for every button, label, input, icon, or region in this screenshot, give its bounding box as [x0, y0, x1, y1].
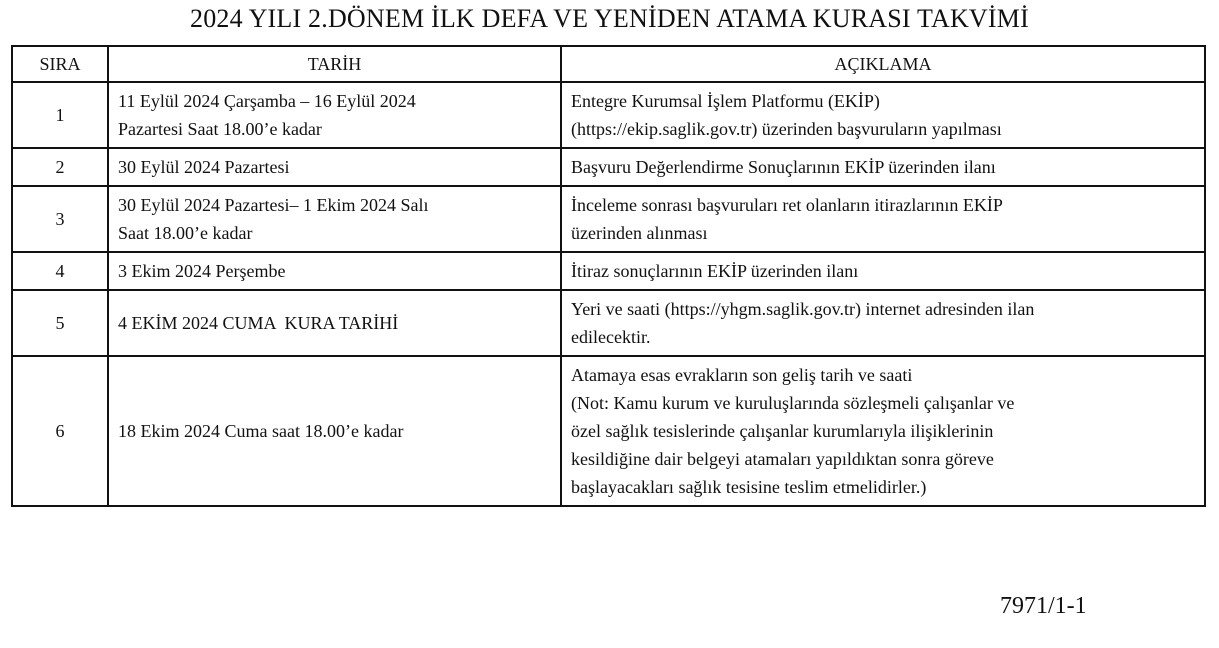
date-line: 4 EKİM 2024 CUMA KURA TARİHİ: [118, 313, 399, 333]
description-line: üzerinden alınması: [571, 223, 708, 243]
header-tarih: TARİH: [108, 46, 561, 82]
description-line: Atamaya esas evrakların son geliş tarih ve saati: [571, 365, 913, 385]
header-aciklama: AÇIKLAMA: [561, 46, 1205, 82]
description-line: İtiraz sonuçlarının EKİP üzerinden ilanı: [571, 261, 859, 281]
table-row: [12, 148, 1205, 186]
row-date: [108, 82, 561, 148]
row-number: 1: [12, 82, 108, 148]
table-row: [12, 252, 1205, 290]
row-date: [108, 186, 561, 252]
description-line: Entegre Kurumsal İşlem Platformu (EKİP): [571, 91, 880, 111]
description-line: İnceleme sonrası başvuruları ret olanların itirazlarının EKİP: [571, 195, 1003, 215]
table-row: [12, 82, 1205, 148]
row-date: [108, 252, 561, 290]
document-number: 7971/1-1: [1000, 593, 1087, 619]
row-description: [561, 290, 1205, 356]
date-line: Pazartesi Saat 18.00’e kadar: [118, 119, 322, 139]
row-description: [561, 252, 1205, 290]
date-line: Saat 18.00’e kadar: [118, 223, 253, 243]
table-row: [12, 356, 1205, 506]
row-date: [108, 290, 561, 356]
description-line: (Not: Kamu kurum ve kuruluşlarında sözleşmeli çalışanlar ve: [571, 393, 1015, 413]
row-number: 2: [12, 148, 108, 186]
row-date: [108, 148, 561, 186]
description-line: edilecektir.: [571, 327, 651, 347]
description-line: (https://ekip.saglik.gov.tr) üzerinden başvuruların yapılması: [571, 119, 1002, 139]
row-description: [561, 148, 1205, 186]
row-number: 3: [12, 186, 108, 252]
table-row: [12, 290, 1205, 356]
row-number: 5: [12, 290, 108, 356]
row-description: [561, 186, 1205, 252]
date-line: 18 Ekim 2024 Cuma saat 18.00’e kadar: [118, 421, 404, 441]
table-header-row: [12, 46, 1205, 82]
description-line: özel sağlık tesislerinde çalışanlar kurumlarıyla ilişiklerinin: [571, 421, 994, 441]
description-line: Başvuru Değerlendirme Sonuçlarının EKİP üzerinden ilanı: [571, 157, 996, 177]
date-line: 30 Eylül 2024 Pazartesi– 1 Ekim 2024 Salı: [118, 195, 429, 215]
row-number: 6: [12, 356, 108, 506]
description-line: kesildiğine dair belgeyi atamaları yapıldıktan sonra göreve: [571, 449, 994, 469]
description-line: başlayacakları sağlık tesisine teslim etmelidirler.): [571, 477, 927, 497]
row-description: [561, 356, 1205, 506]
date-line: 11 Eylül 2024 Çarşamba – 16 Eylül 2024: [118, 91, 416, 111]
date-line: 30 Eylül 2024 Pazartesi: [118, 157, 290, 177]
header-sira: SIRA: [12, 46, 108, 82]
description-line: Yeri ve saati (https://yhgm.saglik.gov.tr) internet adresinden ilan: [571, 299, 1035, 319]
schedule-table: [11, 45, 1206, 507]
document-title: 2024 YILI 2.DÖNEM İLK DEFA VE YENİDEN ATAMA KURASI TAKVİMİ: [190, 4, 1029, 33]
date-line: 3 Ekim 2024 Perşembe: [118, 261, 286, 281]
row-description: [561, 82, 1205, 148]
table-row: [12, 186, 1205, 252]
row-date: [108, 356, 561, 506]
row-number: 4: [12, 252, 108, 290]
